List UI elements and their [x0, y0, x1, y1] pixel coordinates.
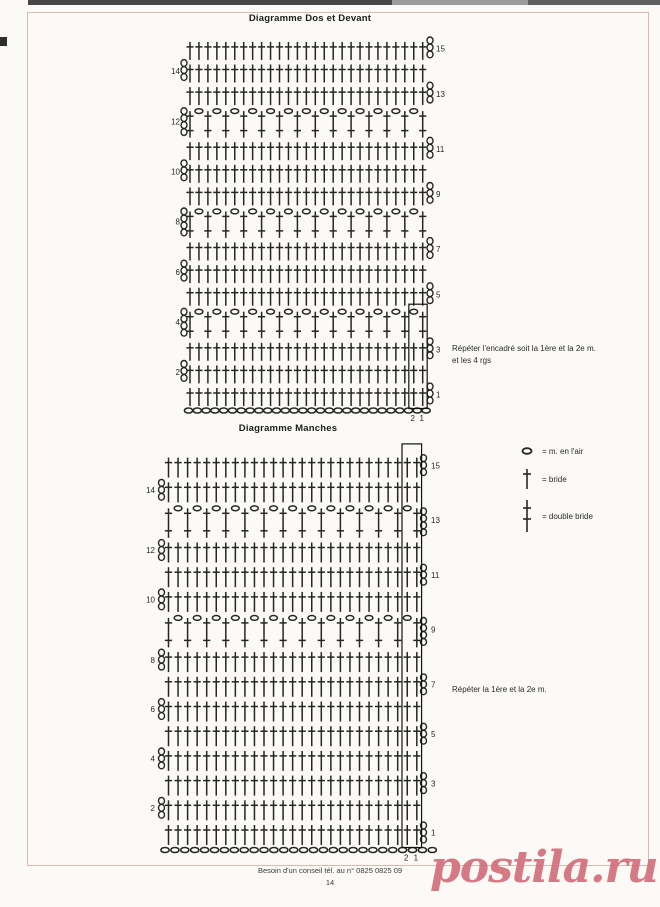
- svg-text:12: 12: [146, 546, 155, 556]
- chain-stitch-icon: [519, 445, 535, 457]
- svg-text:6: 6: [150, 705, 155, 715]
- svg-text:3: 3: [436, 345, 441, 355]
- svg-text:11: 11: [436, 144, 445, 154]
- svg-text:5: 5: [436, 290, 441, 300]
- legend-item-double-bride: [519, 498, 593, 534]
- footer-note: Besoin d'un conseil tél. au n° 0825 0825 09: [257, 866, 403, 875]
- page-number: 14: [325, 878, 335, 887]
- annotation-line: et les 4 rgs: [452, 356, 492, 365]
- annotation-line: Répéter l'encadré soit la 1ère et la 2e m.: [452, 344, 596, 353]
- svg-text:13: 13: [431, 516, 440, 526]
- svg-text:14: 14: [171, 67, 180, 77]
- svg-text:15: 15: [431, 461, 440, 471]
- annotation-repeat-manches: [452, 684, 652, 696]
- svg-text:14: 14: [146, 485, 155, 495]
- svg-text:7: 7: [431, 680, 436, 690]
- legend-label: = double bride: [542, 511, 593, 521]
- watermark: postila.ru: [430, 842, 658, 893]
- svg-text:9: 9: [436, 190, 441, 200]
- svg-text:12: 12: [171, 117, 180, 127]
- svg-text:5: 5: [431, 729, 436, 739]
- svg-text:10: 10: [171, 167, 180, 177]
- diagram-title-manches: Diagramme Manches: [238, 423, 338, 434]
- svg-text:11: 11: [431, 570, 440, 580]
- bride-stitch-icon: [519, 467, 535, 491]
- svg-text:10: 10: [146, 595, 155, 605]
- svg-text:8: 8: [175, 217, 180, 227]
- svg-text:8: 8: [150, 655, 155, 665]
- svg-text:7: 7: [436, 245, 441, 255]
- svg-text:2: 2: [410, 414, 415, 423]
- legend-item-bride: [519, 467, 593, 491]
- annotation-repeat-dos: [452, 343, 652, 367]
- svg-text:4: 4: [150, 754, 155, 764]
- diagram-title-dos-et-devant: Diagramme Dos et Devant: [248, 13, 372, 24]
- legend-item-chain: [519, 444, 593, 458]
- legend-label: = bride: [542, 474, 567, 484]
- stitch-legend: [519, 444, 593, 534]
- svg-text:2: 2: [175, 368, 180, 378]
- svg-text:1: 1: [419, 414, 424, 423]
- svg-text:1: 1: [436, 390, 441, 400]
- annotation-line: Répéter la 1ère et la 2e m.: [452, 685, 547, 694]
- svg-text:1: 1: [413, 853, 419, 863]
- svg-text:2: 2: [404, 853, 409, 863]
- svg-text:4: 4: [175, 317, 180, 327]
- svg-text:2: 2: [150, 803, 155, 813]
- svg-text:15: 15: [436, 44, 445, 54]
- svg-text:13: 13: [436, 89, 445, 99]
- double-bride-stitch-icon: [519, 498, 535, 534]
- svg-text:3: 3: [431, 779, 436, 789]
- legend-label: = m. en l'air: [542, 446, 584, 456]
- svg-text:9: 9: [431, 625, 436, 635]
- svg-text:1: 1: [431, 828, 436, 838]
- svg-text:6: 6: [175, 267, 180, 277]
